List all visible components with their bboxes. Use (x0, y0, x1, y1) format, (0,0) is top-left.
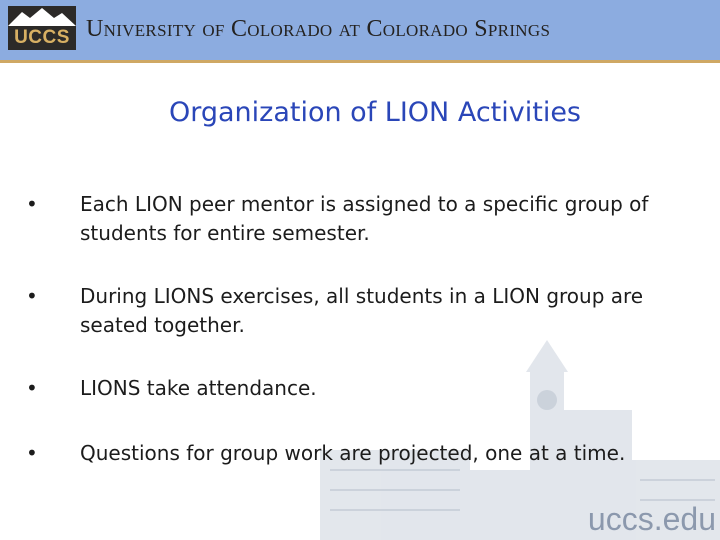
bullet-list (26, 190, 706, 502)
slide-title: Organization of LION Activities (168, 97, 581, 128)
bullet-icon: • (26, 284, 38, 308)
bullet-text: LIONS take attendance. (80, 376, 317, 400)
bullet-icon: • (26, 441, 38, 465)
footer-url: uccs.edu (587, 501, 716, 537)
university-name: University of Colorado at Colorado Springs (86, 16, 551, 42)
bullet-item (26, 374, 706, 403)
logo-text: UCCS (8, 26, 76, 50)
bullet-text: During LIONS exercises, all students in a LION group are seated together. (80, 284, 644, 337)
bullet-text: Questions for group work are projected, one at a time. (80, 441, 626, 465)
bullet-item (26, 439, 706, 468)
mountain-icon (8, 6, 76, 26)
bullet-text: Each LION peer mentor is assigned to a specific group of students for entire semester. (80, 192, 649, 245)
bullet-item (26, 282, 706, 340)
uccs-logo (8, 6, 76, 48)
bullet-item (26, 190, 706, 248)
bullet-icon: • (26, 376, 38, 400)
bullet-icon: • (26, 192, 38, 216)
header-bar (0, 0, 720, 60)
header-divider (0, 60, 720, 63)
